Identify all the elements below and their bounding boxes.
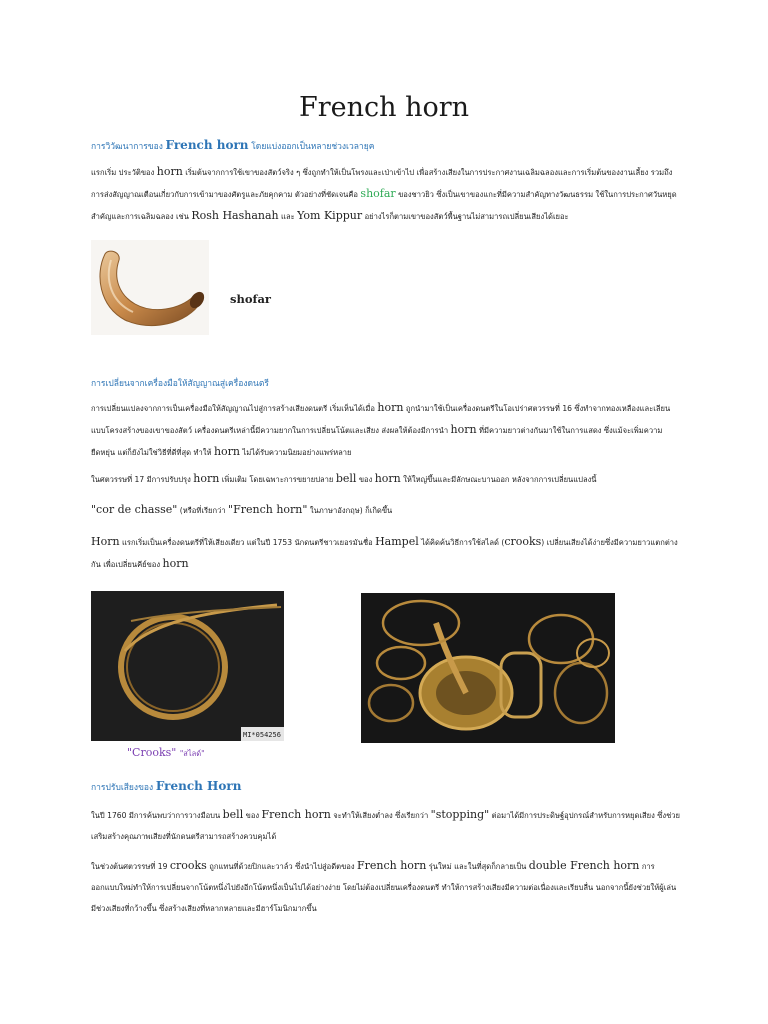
paragraph-stopping: ในปี 1760 มีการค้นพบว่าการวางมือบน bell ของ French horn จะทำให้เสียงต่ำลง ซึ่งเรียกว่า "stopping" ต่อมาได้มีการประดิษฐ์อุปกรณ์สำหรับการหยุดเสียง ซึ่งช่วยเสริมสร้างคุณภาพเสียงที่นักดนตรีสามารถสร้างควบคุมได้ — [91, 808, 680, 841]
shofar-link[interactable]: shofar — [360, 187, 396, 200]
shofar-image — [91, 240, 209, 335]
section-heading-transition: การเปลี่ยนจากเครื่องมือให้สัญญาณสู่เครื่องดนตรี — [91, 379, 269, 389]
paragraph-origins: แรกเริ่ม ประวัติของ horn เริ่มต้นจากการใช้เขาของสัตว์จริง ๆ ซึ่งถูกทำให้เป็นโพรงและเป่าเข้าไป เพื่อสร้างเสียงในการประกาศงานเฉลิมฉลองและการเริ่มต้นของงานเลี้ยง รวมถึงการส่งสัญญาณเตือนเกี่ยวกับการเข้ามาของศัตรูและภัยคุกคาม ตัวอย่างที่ชัดเจนคือ shofar ของชาวยิว ซึ่งเป็นเขาของแกะที่มีความสำคัญทางวัฒนธรรม ใช้ในการประกาศวันหยุดสำคัญและการเฉลิมฉลอง เช่น Rosh Hashanah และ Yom Kippur อย่างไรก็ตามเขาของสัตว์พื้นฐานไม่สามารถเปลี่ยนเสียงได้เยอะ — [91, 165, 677, 222]
crooks-caption: "Crooks" "สไลด์" — [127, 746, 205, 759]
section-heading-tuning: การปรับเสียงของ French Horn — [91, 779, 242, 793]
paragraph-transition: การเปลี่ยนแปลงจากการเป็นเครื่องมือให้สัญญาณไปสู่การสร้างเสียงดนตรี เริ่มเห็นได้เมื่อ horn ถูกนำมาใช้เป็นเครื่องดนตรีในโอเปร่าศตวรรษที่ 16 ซึ่งทำจากทองเหลืองและเลียนแบบโครงสร้างของเขาของสัตว์ เครื่องดนตรีเหล่านี้มีความยากในการเปลี่ยนโน้ตและเสียง ส่งผลให้ต้องมีการนำ horn ที่มีความยาวต่างกันมาใช้ในการแสดง ซึ่งแม้จะเพิ่มความยืดหยุ่น แต่ก็ยังไม่ใช่วิธีที่ดีที่สุด ทำให้ horn ไม่ได้รับความนิยมอย่างแพร่หลาย — [91, 401, 671, 458]
shofar-caption: shofar — [230, 292, 271, 306]
section-heading-evolution: การวิวัฒนาการของ French horn โดยแบ่งออกเป็นหลายช่วงเวลายุค — [91, 138, 375, 152]
crooks-image — [361, 593, 615, 743]
paragraph-hampel: Horn แรกเริ่มเป็นเครื่องดนตรีที่ให้เสียงเดียว แต่ในปี 1753 นักดนตรีชาวเยอรมันชื่อ Hampel ได้คิดค้นวิธีการใช้สไลด์ (crooks) เปลี่ยนเสียงได้ง่ายซึ่งมีความยาวแตกต่างกัน เพื่อเปลี่ยนคีย์ของ horn — [91, 535, 678, 570]
page-title: French horn — [298, 92, 470, 123]
natural-horn-image — [91, 591, 284, 741]
paragraph-valves: ในช่วงต้นศตวรรษที่ 19 crooks ถูกแทนที่ด้วยปิกและวาล์ว ซึ่งนำไปสู่อดีตของ French horn รุ่นใหม่ และในที่สุดก็กลายเป็น double French horn การออกแบบใหม่ทำให้การเปลี่ยนจากโน้ตหนึ่งไปยังอีกโน้ตหนึ่งเป็นไปได้อย่างง่าย โดยไม่ต้องเปลี่ยนเครื่องดนตรี ทำให้การสร้างเสียงมีความต่อเนื่องและเรียบลื่น นอกจากนี้ยังช่วยให้ผู้เล่นมีช่วงเสียงที่กว้างขึ้น ซึ่งสร้างเสียงที่หลากหลายและมีฮาร์โมนิกมากขึ้น — [91, 859, 677, 913]
museum-label: MI*054256 — [243, 731, 281, 739]
paragraph-17th-century: ในศตวรรษที่ 17 มีการปรับปรุง horn เพิ่มเติม โดยเฉพาะการขยายปลาย bell ของ horn ให้ใหญ่ขึ้นและมีลักษณะบานออก หลังจากการเปลี่ยนแปลงนี้ — [91, 472, 597, 485]
paragraph-cor-de-chasse: "cor de chasse" (หรือที่เรียกว่า "French horn" ในภาษาอังกฤษ) ก็เกิดขึ้น — [91, 503, 393, 516]
